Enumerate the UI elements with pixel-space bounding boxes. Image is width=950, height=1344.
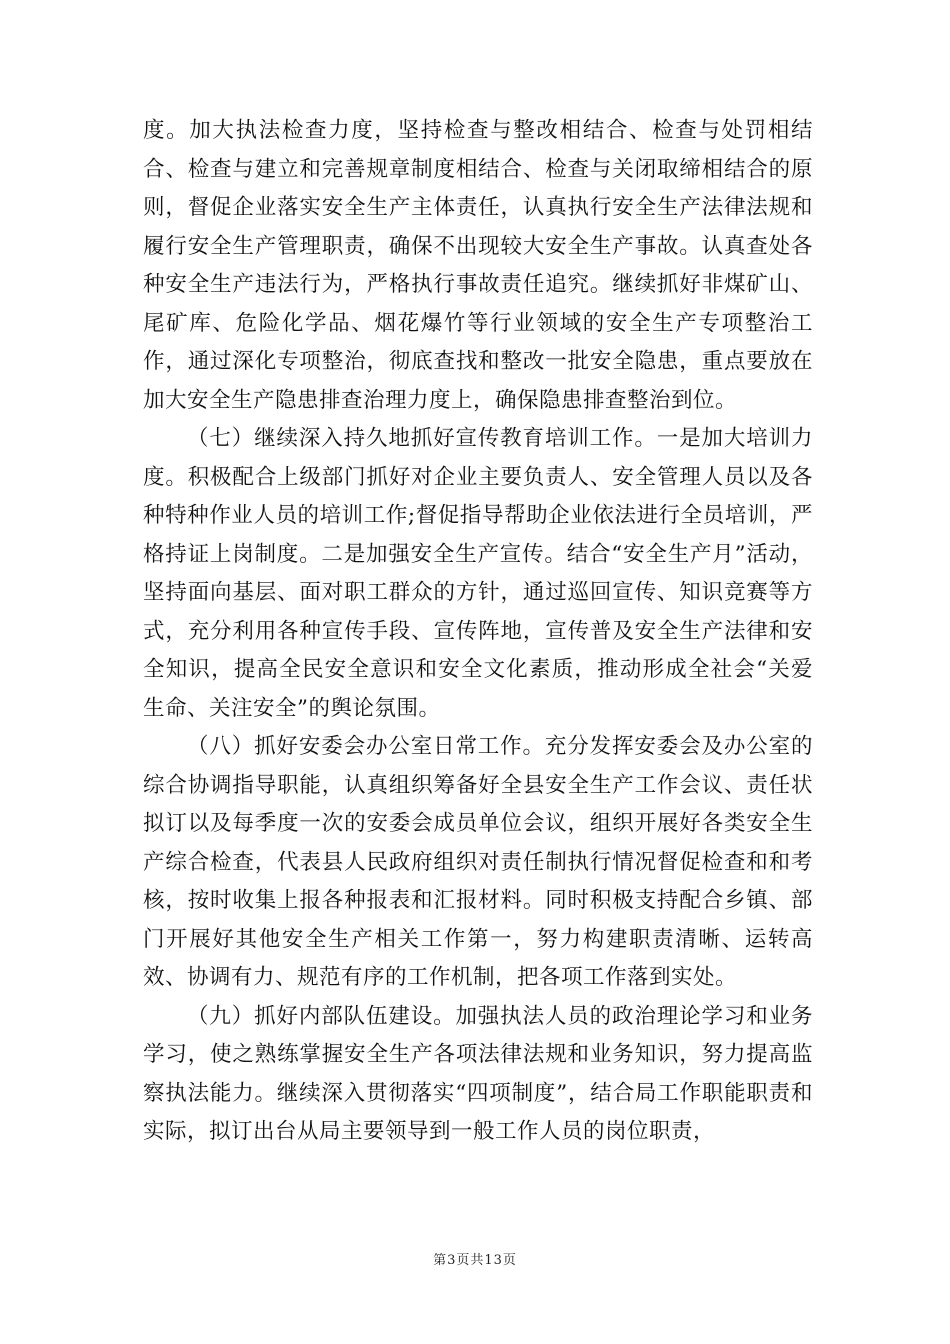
paragraph-section-9: （九）抓好内部队伍建设。加强执法人员的政治理论学习和业务学习，使之熟练掌握安全生产各项法律法规和业务知识，努力提高监察执法能力。继续深入贯彻落实“四项制度”，结合局工作职能职责和实际，拟订出台从局主要领导到一般工作人员的岗位职责，	[143, 1003, 813, 1144]
page-number-footer: 第3页共13页	[433, 1253, 517, 1268]
document-body	[143, 112, 813, 1152]
paragraph-section-8: （八）抓好安委会办公室日常工作。充分发挥安委会及办公室的综合协调指导职能，认真组织筹备好全县安全生产工作会议、责任状拟订以及每季度一次的安委会成员单位会议，组织开展好各类安全生产综合检查，代表县人民政府组织对责任制执行情况督促检查和和考核，按时收集上报各种报表和汇报材料。同时积极支持配合乡镇、部门开展好其他安全生产相关工作第一，努力构建职责清晰、运转高效、协调有力、规范有序的工作机制，把各项工作落到实处。	[143, 734, 813, 990]
paragraph-section-7: （七）继续深入持久地抓好宣传教育培训工作。一是加大培训力度。积极配合上级部门抓好对企业主要负责人、安全管理人员以及各种特种作业人员的培训工作;督促指导帮助企业依法进行全员培训，严格持证上岗制度。二是加强安全生产宣传。结合“安全生产月”活动，坚持面向基层、面对职工群众的方针，通过巡回宣传、知识竞赛等方式，充分利用各种宣传手段、宣传阵地，宣传普及安全生产法律和安全知识，提高全民安全意识和安全文化素质，推动形成全社会“关爱生命、关注安全”的舆论氛围。	[143, 426, 813, 721]
paragraph-continuation: 度。加大执法检查力度，坚持检查与整改相结合、检查与处罚相结合、检查与建立和完善规章制度相结合、检查与关闭取缔相结合的原则，督促企业落实安全生产主体责任，认真执行安全生产法律法规和履行安全生产管理职责，确保不出现较大安全生产事故。认真查处各种安全生产违法行为，严格执行事故责任追究。继续抓好非煤矿山、尾矿库、危险化学品、烟花爆竹等行业领域的安全生产专项整治工作，通过深化专项整治，彻底查找和整改一批安全隐患，重点要放在加大安全生产隐患排查治理力度上，确保隐患排查整治到位。	[143, 118, 813, 413]
